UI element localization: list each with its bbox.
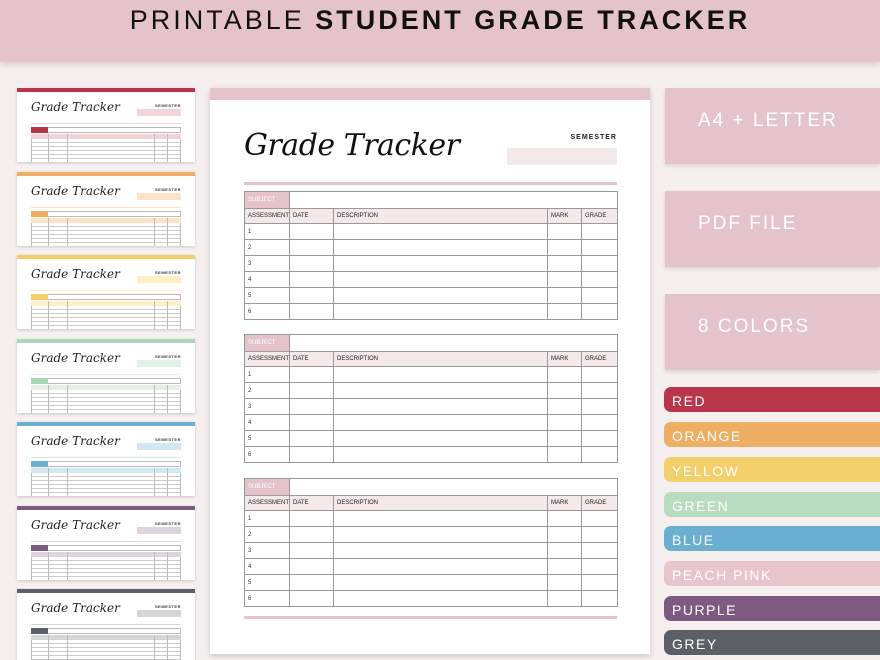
row-number: 1 — [245, 511, 290, 527]
thumbnail-subject-cell — [31, 211, 48, 217]
table-row — [245, 383, 618, 399]
thumbnail-col-line — [154, 134, 155, 162]
date-cell[interactable] — [290, 224, 334, 240]
thumbnail-col-line — [67, 552, 68, 580]
row-number: 3 — [245, 543, 290, 559]
mark-cell[interactable] — [548, 288, 582, 304]
table-row — [245, 447, 618, 463]
color-option-red — [664, 387, 880, 412]
description-cell[interactable] — [334, 527, 548, 543]
description-cell[interactable] — [334, 431, 548, 447]
description-cell[interactable] — [334, 511, 548, 527]
thumbnail-subject-bar — [31, 127, 181, 133]
thumbnail-divider — [31, 374, 181, 375]
table-header-row — [245, 209, 618, 224]
grade-cell[interactable] — [582, 511, 618, 527]
mark-cell[interactable] — [548, 272, 582, 288]
description-cell[interactable] — [334, 591, 548, 607]
color-option-label: PURPLE — [672, 602, 738, 618]
banner-title — [0, 5, 880, 36]
row-number: 5 — [245, 575, 290, 591]
title-divider — [244, 182, 617, 185]
thumbnail-col-line — [167, 635, 168, 660]
page-title: Grade Tracker — [244, 128, 460, 163]
row-number: 4 — [245, 415, 290, 431]
mark-cell[interactable] — [548, 367, 582, 383]
thumbnail-col-line — [167, 385, 168, 413]
banner-title-bold: STUDENT GRADE TRACKER — [315, 5, 751, 35]
thumbnail-col-line — [48, 552, 49, 580]
column-header: GRADE — [582, 352, 618, 367]
thumbnail-table-body — [31, 557, 181, 580]
thumbnail-col-line — [67, 301, 68, 329]
table-header-row — [245, 496, 618, 511]
color-option-label: PEACH PINK — [672, 567, 772, 583]
grade-cell[interactable] — [582, 272, 618, 288]
row-number: 3 — [245, 399, 290, 415]
color-option-label: YELLOW — [672, 463, 740, 479]
color-option-yellow — [664, 457, 880, 482]
description-cell[interactable] — [334, 288, 548, 304]
grade-cell[interactable] — [582, 224, 618, 240]
semester-field — [507, 148, 617, 165]
thumbnail-subject-bar — [31, 545, 181, 551]
subject-input[interactable] — [290, 479, 618, 496]
grade-table — [244, 334, 618, 463]
column-header: ASSESSMENT — [245, 352, 290, 367]
thumbnail-col-line — [67, 218, 68, 246]
column-header: MARK — [548, 496, 582, 511]
table-row — [245, 288, 618, 304]
thumbnail-col-line — [154, 218, 155, 246]
thumbnail-divider — [31, 457, 181, 458]
grade-table — [244, 478, 618, 607]
grade-cell[interactable] — [582, 240, 618, 256]
thumbnail-table-body — [31, 640, 181, 660]
grade-cell[interactable] — [582, 367, 618, 383]
date-cell[interactable] — [290, 527, 334, 543]
row-number: 2 — [245, 240, 290, 256]
template-thumbnail — [17, 255, 195, 329]
table-row — [245, 543, 618, 559]
column-header: ASSESSMENT — [245, 209, 290, 224]
thumbnail-semester: SEMESTER — [154, 103, 181, 108]
grade-cell[interactable] — [582, 431, 618, 447]
thumbnail-semester: SEMESTER — [154, 521, 181, 526]
table-row — [245, 559, 618, 575]
date-cell[interactable] — [290, 399, 334, 415]
color-option-purple — [664, 596, 880, 621]
grade-cell[interactable] — [582, 256, 618, 272]
mark-cell[interactable] — [548, 240, 582, 256]
thumbnail-semester-field — [137, 109, 181, 116]
table-row — [245, 511, 618, 527]
date-cell[interactable] — [290, 383, 334, 399]
thumbnail-col-line — [154, 301, 155, 329]
row-number: 3 — [245, 256, 290, 272]
thumbnail-subject-bar — [31, 378, 181, 384]
color-option-grey — [664, 630, 880, 655]
date-cell[interactable] — [290, 447, 334, 463]
description-cell[interactable] — [334, 415, 548, 431]
mark-cell[interactable] — [548, 543, 582, 559]
thumbnail-subject-cell — [31, 628, 48, 634]
subject-row — [245, 335, 618, 352]
date-cell[interactable] — [290, 367, 334, 383]
row-number: 2 — [245, 527, 290, 543]
row-number: 1 — [245, 224, 290, 240]
template-thumbnail — [17, 422, 195, 496]
row-number: 6 — [245, 591, 290, 607]
thumbnail-divider — [31, 207, 181, 208]
thumbnail-subject-cell — [31, 127, 48, 133]
date-cell[interactable] — [290, 575, 334, 591]
thumbnail-subject-cell — [31, 545, 48, 551]
mark-cell[interactable] — [548, 383, 582, 399]
mark-cell[interactable] — [548, 399, 582, 415]
color-option-label: GREEN — [672, 498, 730, 514]
thumbnail-divider — [31, 290, 181, 291]
thumbnail-semester: SEMESTER — [154, 187, 181, 192]
description-cell[interactable] — [334, 543, 548, 559]
column-header: GRADE — [582, 496, 618, 511]
template-thumbnail — [17, 172, 195, 246]
thumbnail-semester-field — [137, 610, 181, 617]
column-header: DESCRIPTION — [334, 352, 548, 367]
mark-cell[interactable] — [548, 591, 582, 607]
color-option-label: RED — [672, 393, 707, 409]
thumbnail-col-line — [154, 552, 155, 580]
description-cell[interactable] — [334, 367, 548, 383]
row-number: 4 — [245, 559, 290, 575]
banner-title-light: PRINTABLE — [129, 5, 305, 35]
table-row — [245, 527, 618, 543]
mark-cell[interactable] — [548, 447, 582, 463]
date-cell[interactable] — [290, 511, 334, 527]
thumbnail-col-line — [48, 218, 49, 246]
color-option-blue — [664, 526, 880, 551]
date-cell[interactable] — [290, 256, 334, 272]
thumbnail-subject-bar — [31, 461, 181, 467]
thumbnail-col-line — [167, 552, 168, 580]
bottom-divider — [244, 616, 617, 619]
table-row — [245, 240, 618, 256]
date-cell[interactable] — [290, 591, 334, 607]
grade-cell[interactable] — [582, 447, 618, 463]
thumbnail-divider — [31, 123, 181, 124]
thumbnail-table-body — [31, 390, 181, 413]
date-cell[interactable] — [290, 431, 334, 447]
color-option-orange — [664, 422, 880, 447]
thumbnail-divider — [31, 541, 181, 542]
thumbnail-strip — [17, 422, 195, 426]
thumbnail-subject-bar — [31, 294, 181, 300]
grade-cell[interactable] — [582, 559, 618, 575]
column-header: MARK — [548, 209, 582, 224]
row-number: 4 — [245, 272, 290, 288]
feature-box-colors — [665, 294, 880, 370]
description-cell[interactable] — [334, 383, 548, 399]
thumbnail-semester-field — [137, 276, 181, 283]
color-option-peach-pink — [664, 561, 880, 586]
thumbnail-strip — [17, 255, 195, 259]
thumbnail-col-line — [48, 385, 49, 413]
grade-tracker-page — [210, 88, 650, 654]
thumbnail-title: Grade Tracker — [31, 267, 120, 281]
thumbnail-title: Grade Tracker — [31, 518, 120, 532]
feature-file-label: PDF FILE — [698, 213, 798, 234]
description-cell[interactable] — [334, 559, 548, 575]
column-header: GRADE — [582, 209, 618, 224]
table-row — [245, 367, 618, 383]
thumbnail-semester: SEMESTER — [154, 270, 181, 275]
thumbnail-semester: SEMESTER — [154, 354, 181, 359]
subject-label: SUBJECT — [245, 479, 290, 496]
thumbnail-col-line — [67, 385, 68, 413]
description-cell[interactable] — [334, 447, 548, 463]
thumbnail-semester-field — [137, 193, 181, 200]
feature-box-format — [665, 88, 880, 164]
thumbnail-col-line — [48, 635, 49, 660]
table-row — [245, 431, 618, 447]
subject-row — [245, 192, 618, 209]
thumbnail-subject-cell — [31, 378, 48, 384]
mark-cell[interactable] — [548, 511, 582, 527]
mark-cell[interactable] — [548, 256, 582, 272]
subject-input[interactable] — [290, 335, 618, 352]
grade-cell[interactable] — [582, 527, 618, 543]
mark-cell[interactable] — [548, 224, 582, 240]
table-row — [245, 415, 618, 431]
thumbnail-title: Grade Tracker — [31, 100, 120, 114]
date-cell[interactable] — [290, 240, 334, 256]
mark-cell[interactable] — [548, 415, 582, 431]
column-header: DESCRIPTION — [334, 209, 548, 224]
thumbnail-divider — [31, 624, 181, 625]
thumbnail-col-line — [167, 468, 168, 496]
thumbnail-table-body — [31, 306, 181, 329]
row-number: 6 — [245, 304, 290, 320]
table-header-row — [245, 352, 618, 367]
feature-colors-label: 8 COLORS — [698, 316, 811, 337]
date-cell[interactable] — [290, 272, 334, 288]
template-thumbnail — [17, 88, 195, 162]
thumbnail-subject-bar — [31, 211, 181, 217]
grade-cell[interactable] — [582, 591, 618, 607]
grade-cell[interactable] — [582, 383, 618, 399]
grade-cell[interactable] — [582, 575, 618, 591]
color-option-label: GREY — [672, 636, 718, 652]
mark-cell[interactable] — [548, 559, 582, 575]
description-cell[interactable] — [334, 256, 548, 272]
thumbnail-col-line — [167, 301, 168, 329]
page-top-strip — [210, 88, 650, 100]
column-header: ASSESSMENT — [245, 496, 290, 511]
grade-cell[interactable] — [582, 543, 618, 559]
subject-label: SUBJECT — [245, 192, 290, 209]
table-row — [245, 591, 618, 607]
grade-cell[interactable] — [582, 399, 618, 415]
thumbnail-table-body — [31, 139, 181, 162]
thumbnail-strip — [17, 88, 195, 92]
thumbnail-col-line — [154, 468, 155, 496]
description-cell[interactable] — [334, 575, 548, 591]
thumbnail-col-line — [67, 468, 68, 496]
header-banner — [0, 0, 880, 62]
color-option-label: ORANGE — [672, 428, 742, 444]
mark-cell[interactable] — [548, 304, 582, 320]
mark-cell[interactable] — [548, 431, 582, 447]
thumbnail-semester-field — [137, 360, 181, 367]
template-thumbnail — [17, 339, 195, 413]
date-cell[interactable] — [290, 543, 334, 559]
template-thumbnail — [17, 589, 195, 660]
thumbnail-semester: SEMESTER — [154, 604, 181, 609]
thumbnail-col-line — [154, 385, 155, 413]
date-cell[interactable] — [290, 559, 334, 575]
thumbnail-strip — [17, 506, 195, 510]
table-row — [245, 575, 618, 591]
thumbnail-col-line — [48, 134, 49, 162]
thumbnail-col-line — [48, 468, 49, 496]
grade-cell[interactable] — [582, 415, 618, 431]
thumbnail-col-line — [48, 301, 49, 329]
thumbnail-semester-field — [137, 443, 181, 450]
thumbnail-col-line — [67, 134, 68, 162]
date-cell[interactable] — [290, 304, 334, 320]
thumbnail-semester-field — [137, 527, 181, 534]
feature-format-label: A4 + LETTER — [698, 110, 838, 131]
column-header: DATE — [290, 352, 334, 367]
thumbnail-table-body — [31, 223, 181, 246]
row-number: 1 — [245, 367, 290, 383]
description-cell[interactable] — [334, 272, 548, 288]
table-row — [245, 256, 618, 272]
row-number: 2 — [245, 383, 290, 399]
subject-row — [245, 479, 618, 496]
thumbnail-col-line — [167, 134, 168, 162]
table-row — [245, 399, 618, 415]
table-row — [245, 272, 618, 288]
feature-box-file — [665, 191, 880, 267]
table-row — [245, 304, 618, 320]
thumbnail-title: Grade Tracker — [31, 601, 120, 615]
thumbnail-strip — [17, 339, 195, 343]
column-header: DATE — [290, 209, 334, 224]
description-cell[interactable] — [334, 224, 548, 240]
date-cell[interactable] — [290, 288, 334, 304]
grade-cell[interactable] — [582, 288, 618, 304]
thumbnail-col-line — [154, 635, 155, 660]
column-header: MARK — [548, 352, 582, 367]
description-cell[interactable] — [334, 304, 548, 320]
description-cell[interactable] — [334, 399, 548, 415]
thumbnail-subject-cell — [31, 461, 48, 467]
thumbnail-title: Grade Tracker — [31, 351, 120, 365]
color-option-green — [664, 492, 880, 517]
description-cell[interactable] — [334, 240, 548, 256]
row-number: 5 — [245, 288, 290, 304]
thumbnail-table-body — [31, 473, 181, 496]
thumbnail-title: Grade Tracker — [31, 434, 120, 448]
thumbnail-strip — [17, 172, 195, 176]
thumbnail-subject-bar — [31, 628, 181, 634]
thumbnail-col-line — [67, 635, 68, 660]
subject-input[interactable] — [290, 192, 618, 209]
thumbnail-col-line — [167, 218, 168, 246]
row-number: 6 — [245, 447, 290, 463]
column-header: DESCRIPTION — [334, 496, 548, 511]
template-thumbnail — [17, 506, 195, 580]
grade-cell[interactable] — [582, 304, 618, 320]
color-option-label: BLUE — [672, 532, 715, 548]
mark-cell[interactable] — [548, 527, 582, 543]
thumbnail-semester: SEMESTER — [154, 437, 181, 442]
thumbnail-strip — [17, 589, 195, 593]
column-header: DATE — [290, 496, 334, 511]
mark-cell[interactable] — [548, 575, 582, 591]
semester-label: SEMESTER — [570, 134, 617, 141]
row-number: 5 — [245, 431, 290, 447]
table-row — [245, 224, 618, 240]
subject-label: SUBJECT — [245, 335, 290, 352]
thumbnail-title: Grade Tracker — [31, 184, 120, 198]
grade-table — [244, 191, 618, 320]
thumbnail-subject-cell — [31, 294, 48, 300]
date-cell[interactable] — [290, 415, 334, 431]
